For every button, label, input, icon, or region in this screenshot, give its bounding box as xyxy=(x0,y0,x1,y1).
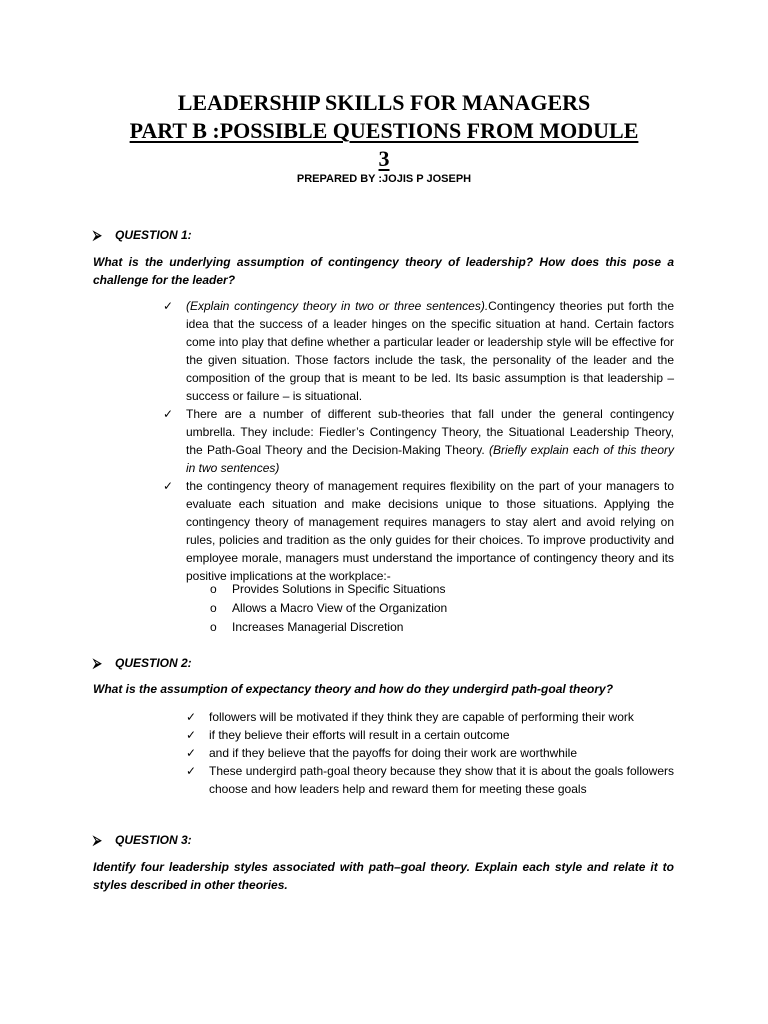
question-1-text: What is the underlying assumption of contingency theory of leadership? How does this pose a challenge for the leader? xyxy=(93,255,674,287)
question-2-text: What is the assumption of expectancy theory and how do they undergird path-goal theory? xyxy=(93,682,614,696)
question-3-heading xyxy=(93,831,192,849)
question-2-label: QUESTION 2: xyxy=(115,656,192,670)
check-bullet-icon: ✓ xyxy=(163,407,174,421)
instruction-note: (Explain contingency theory in two or three sentences). xyxy=(186,299,489,313)
document-subtitle: PART B :POSSIBLE QUESTIONS FROM MODULE xyxy=(129,118,639,143)
list-item: ✓ if they believe their efforts will result in a certain outcome xyxy=(186,728,510,742)
arrow-bullet-icon: ⮚ xyxy=(93,833,102,847)
document-subtitle-module-number: 3 xyxy=(378,146,390,171)
question-1-sub-list xyxy=(210,580,590,637)
list-item: ✓ and if they believe that the payoffs for doing their work are worthwhile xyxy=(186,746,577,760)
check-bullet-icon: ✓ xyxy=(186,746,197,760)
arrow-bullet-icon: ⮚ xyxy=(93,656,102,670)
check-bullet-icon: ✓ xyxy=(163,479,174,493)
question-1-heading xyxy=(93,226,192,244)
list-item xyxy=(163,477,674,585)
question-3-text: Identify four leadership styles associated with path–goal theory. Explain each style and relate it to styles described in other theories. xyxy=(93,860,674,892)
list-item xyxy=(163,297,674,405)
answer-text: Contingency theories put forth the idea that the success of a leader hinges on the specific situation at hand. Certain factors come into play that define whether a particular leader or leadership style will be effective for the given situation. Those factors include the task, the personality of the leader and the composition of the group that is meant to be led. Its basic assumption is that leadership – success or failure – is situational. xyxy=(186,299,674,403)
list-item xyxy=(163,405,674,477)
list-item: o Increases Managerial Discretion xyxy=(210,620,404,634)
list-item: ✓ followers will be motivated if they think they are capable of performing their work xyxy=(186,710,634,724)
circle-bullet-icon: o xyxy=(210,620,217,634)
document-title: LEADERSHIP SKILLS FOR MANAGERS xyxy=(177,90,591,115)
prepared-by: PREPARED BY :JOJIS P JOSEPH xyxy=(296,173,472,185)
instruction-note: (Briefly explain each of this theory in two sentences) xyxy=(186,443,674,475)
check-bullet-icon: ✓ xyxy=(163,299,174,313)
answer-text: There are a number of different sub-theories that fall under the general contingency umbrella. They include: Fiedler’s Contingency Theory, the Situational Leadership Theory, the Path-Goal Theory and the Decision-Making Theory. xyxy=(186,407,674,457)
question-3-label: QUESTION 3: xyxy=(115,833,192,847)
check-bullet-icon: ✓ xyxy=(186,710,197,724)
circle-bullet-icon: o xyxy=(210,601,217,615)
question-1-answer-list xyxy=(163,297,674,585)
question-1-label: QUESTION 1: xyxy=(115,228,192,242)
question-2-heading xyxy=(93,654,192,672)
list-item: o Allows a Macro View of the Organization xyxy=(210,601,448,615)
check-bullet-icon: ✓ xyxy=(186,728,197,742)
question-2-answer-list xyxy=(186,708,674,798)
arrow-bullet-icon: ⮚ xyxy=(93,228,102,242)
list-item: o Provides Solutions in Specific Situations xyxy=(210,582,446,596)
list-item: ✓ These undergird path-goal theory because they show that it is about the goals followers choose and how leaders help and reward them for meeting these goals xyxy=(186,764,674,796)
circle-bullet-icon: o xyxy=(210,582,217,596)
check-bullet-icon: ✓ xyxy=(186,764,197,778)
answer-text: the contingency theory of management requires flexibility on the part of your managers to evaluate each situation and make decisions unique to those situations. Applying the contingency theory of management requires managers to stay alert and avoid relying on rules, policies and tradition as the only guides for their choices. To improve productivity and employee morale, managers must understand the importance of contingency theory and its positive implications at the workplace:- xyxy=(186,479,674,583)
